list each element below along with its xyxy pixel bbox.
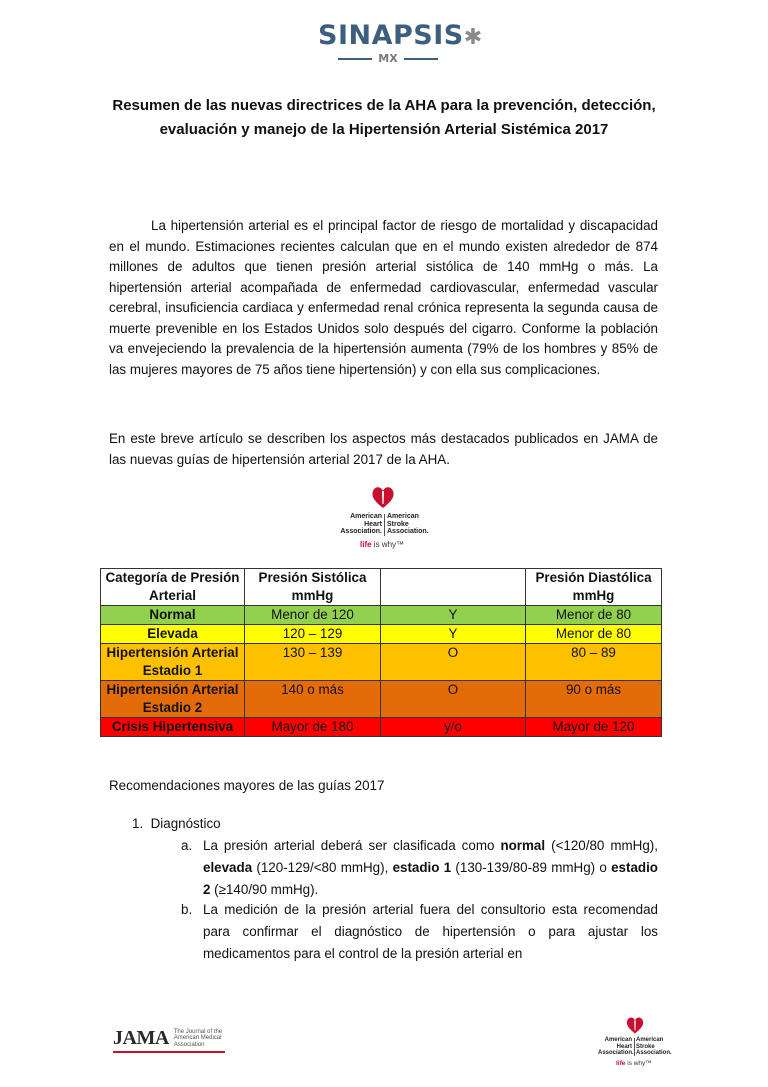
- aha-left-line2: Heart: [364, 520, 382, 528]
- row-systolic: Menor de 120: [245, 606, 381, 625]
- aha-tagline: life is why™: [360, 540, 405, 549]
- brand-star-icon: ✱: [463, 25, 483, 50]
- table-row: [101, 718, 662, 737]
- jama-wordmark: JAMA: [113, 1027, 169, 1049]
- table-row: [101, 681, 662, 718]
- row-category: Hipertensión Arterial Estadio 1: [101, 644, 245, 681]
- footer-aha-tagline: life is why™: [616, 1060, 652, 1067]
- header-conjunction: [381, 569, 526, 606]
- row-conjunction: Y: [381, 625, 526, 644]
- sub-marker: a.: [181, 838, 193, 853]
- table-row: [101, 625, 662, 644]
- table-header-row: [101, 569, 662, 606]
- jama-subtitle: The Journal of the American Medical Association: [173, 1028, 223, 1048]
- row-conjunction: y/o: [381, 718, 526, 737]
- jama-logo: [113, 1027, 244, 1050]
- brand-name: SINAPSIS: [318, 20, 464, 51]
- sinapsis-logo: [318, 20, 483, 65]
- list-item-label: Diagnóstico: [150, 816, 221, 831]
- row-diastolic: Menor de 80: [526, 625, 662, 644]
- row-systolic: 130 – 139: [245, 644, 381, 681]
- row-conjunction: O: [381, 644, 526, 681]
- table-row: [101, 644, 662, 681]
- header-systolic: Presión Sistólica mmHg: [245, 569, 381, 606]
- list-item: [132, 813, 221, 835]
- list-marker: 1.: [132, 816, 144, 831]
- row-systolic: 120 – 129: [245, 625, 381, 644]
- row-category: Crisis Hipertensiva: [101, 718, 245, 737]
- sub-marker: b.: [181, 902, 193, 917]
- aha-right-line3: Association.: [387, 528, 429, 535]
- row-conjunction: Y: [381, 606, 526, 625]
- aha-right-line1: American: [387, 513, 419, 520]
- row-diastolic: 90 o más: [526, 681, 662, 718]
- row-diastolic: Mayor de 120: [526, 718, 662, 737]
- sub-item-a: a. La presión arterial deberá ser clasificada como normal (<120/80 mmHg), elevada (120-129/<80 mmHg), estadio 1 (130-139/80-89 mmHg) o estadio 2 (≥140/90 mmHg).: [203, 835, 658, 901]
- jama-underline: [113, 1051, 225, 1053]
- bp-category-table: [100, 568, 662, 737]
- row-conjunction: O: [381, 681, 526, 718]
- aha-left-line3: Association.: [340, 528, 382, 535]
- brand-sub: MX: [378, 52, 398, 65]
- brand-divider-left: [338, 58, 372, 60]
- header-category: Categoría de Presión Arterial: [101, 569, 245, 606]
- row-systolic: 140 o más: [245, 681, 381, 718]
- aha-logo: [330, 484, 440, 554]
- row-category: Normal: [101, 606, 245, 625]
- intro-paragraph: La hipertensión arterial es el principal factor de riesgo de mortalidad y discapacidad en el mundo. Estimaciones recientes calculan que en el mundo existen alrededor de 874 millones de adultos que tienen presión arterial sistólica de 140 mmHg o más. La hipertensión arterial acompañada de enfermedad cardiovascular, enfermedad vascular cerebral, insuficiencia cardiaca y enfermedad renal crónica representa la segunda causa de muerte prevenible en los Estados Unidos solo después del cigarro. Conforme la población va envejeciendo la prevalencia de la hipertensión aumenta (79% de los hombres y 85% de las mujeres mayores de 75 años tiene hipertensión) y con ella sus complicaciones.: [109, 218, 658, 377]
- brand-divider-right: [404, 58, 438, 60]
- sub-item-b: b. La medición de la presión arterial fuera del consultorio esta recomendad para confirmar el diagnóstico de hipertensión o para ajustar los medicamentos para el control de la presión arterial en: [203, 899, 658, 965]
- row-category: Hipertensión Arterial Estadio 2: [101, 681, 245, 718]
- row-diastolic: 80 – 89: [526, 644, 662, 681]
- row-diastolic: Menor de 80: [526, 606, 662, 625]
- aha-left-line1: American: [350, 513, 382, 520]
- section-heading: Recomendaciones mayores de las guías 2017: [109, 778, 385, 793]
- document-title: Resumen de las nuevas directrices de la AHA para la prevención, detección, evaluación y manejo de la Hipertensión Arterial Sistémica 2017: [112, 97, 656, 138]
- row-systolic: Mayor de 180: [245, 718, 381, 737]
- table-row: [101, 606, 662, 625]
- heart-torch-icon: [370, 484, 396, 510]
- header-diastolic: Presión Diastólica mmHg: [526, 569, 662, 606]
- footer-aha-logo: American Heart Association. American Stroke Association. life is why™: [598, 1015, 673, 1075]
- aha-separator: [384, 514, 385, 536]
- heart-torch-icon: [625, 1015, 645, 1035]
- aha-right-line2: Stroke: [387, 520, 409, 528]
- row-category: Elevada: [101, 625, 245, 644]
- summary-paragraph: En este breve artículo se describen los aspectos más destacados publicados en JAMA de las nuevas guías de hipertensión arterial 2017 de la AHA.: [109, 431, 658, 467]
